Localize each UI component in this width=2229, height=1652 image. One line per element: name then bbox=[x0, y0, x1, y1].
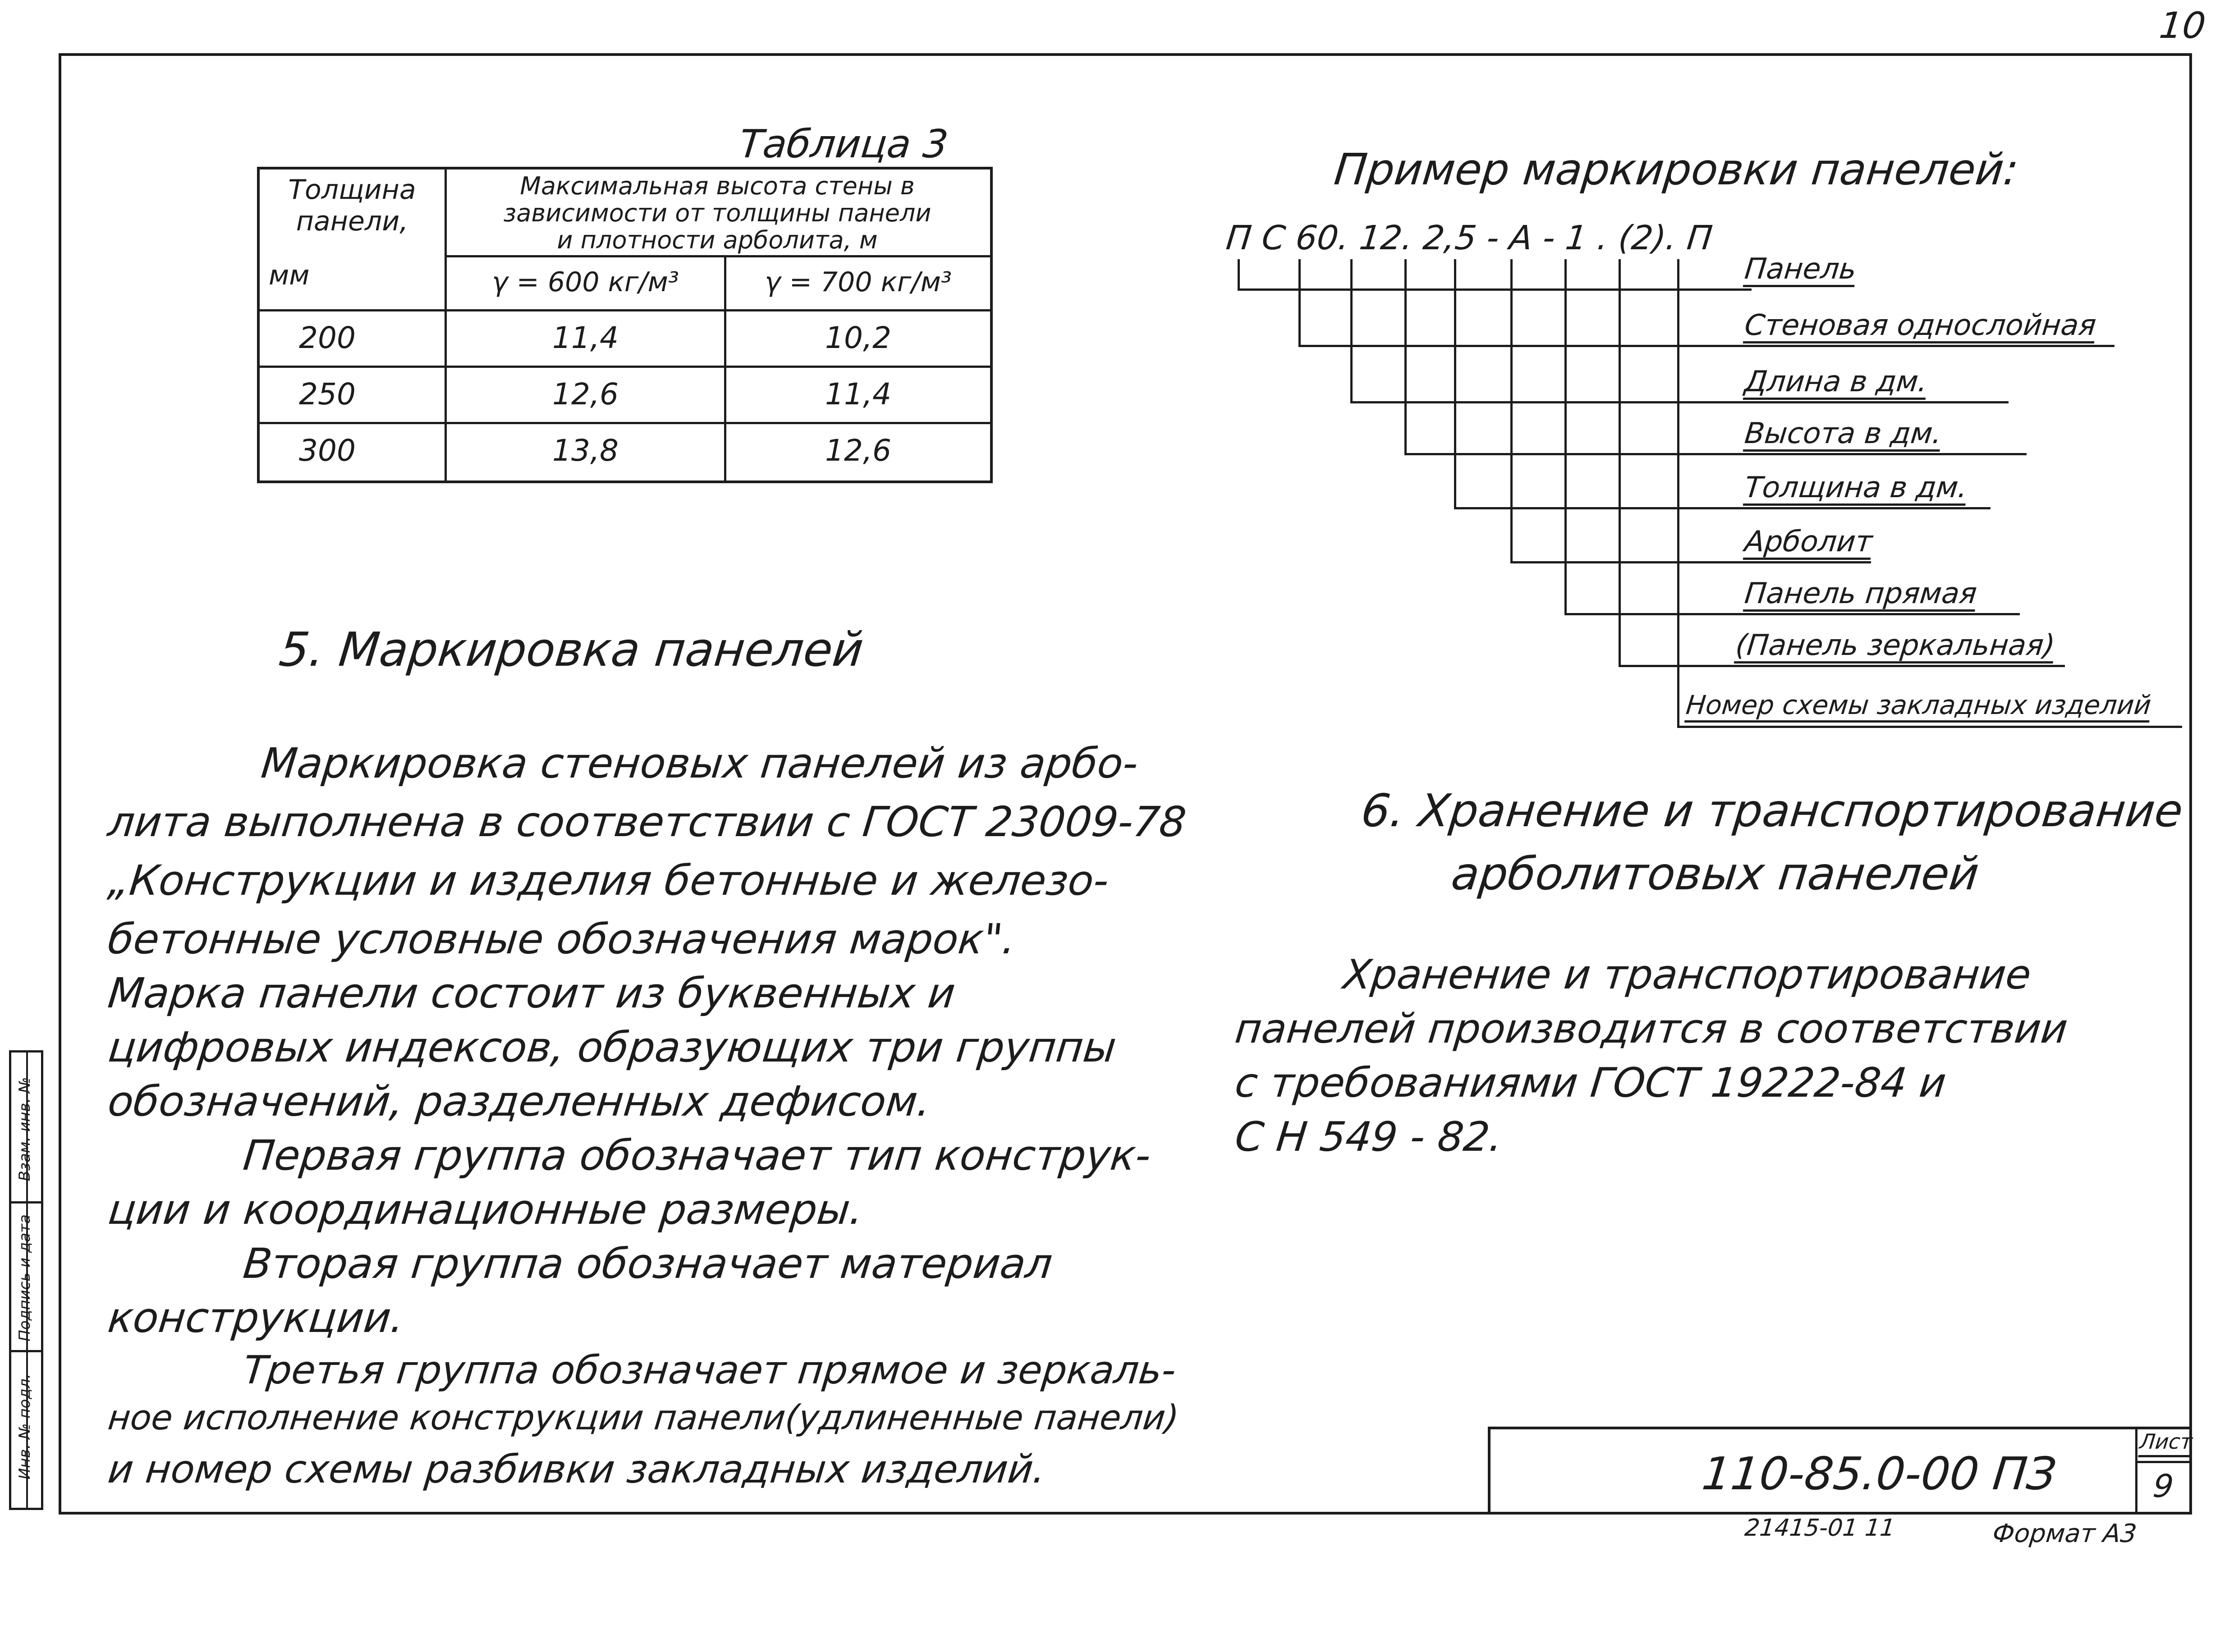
marking-label-arbolit: Арболит bbox=[1743, 525, 1874, 558]
marking-label-panel: Панель bbox=[1743, 252, 1858, 286]
section5-body bbox=[105, 739, 1199, 1496]
section6-heading-line1: 6. Хранение и транспортирование bbox=[1358, 784, 2186, 837]
col2-header-l2: зависимости от толщины панели bbox=[503, 199, 931, 227]
s5-line-5: Марка панели состоит из буквенных и bbox=[105, 969, 958, 1017]
side-label-signature: Подпись и дата bbox=[16, 1214, 34, 1341]
s5-line-2: лита выполнена в соответствии с ГОСТ 23009-78 bbox=[105, 798, 1189, 846]
marking-title: Пример маркировки панелей: bbox=[1332, 144, 2021, 195]
marking-label-wall: Стеновая однослойная bbox=[1743, 309, 2098, 342]
col2-header-l3: и плотности арболита, м bbox=[557, 226, 878, 254]
col1-header-l3: мм bbox=[269, 260, 310, 291]
doc-code: 110-85.0-00 ПЗ bbox=[1699, 1447, 2059, 1500]
table-caption: Таблица 3 bbox=[737, 122, 950, 167]
page-corner-number: 10 bbox=[2157, 5, 2208, 46]
col1-header-l1: Толщина bbox=[288, 174, 416, 206]
title-stamp bbox=[1488, 1427, 2192, 1513]
s5-line-3: „Конструкции и изделия бетонные и железо- bbox=[105, 856, 1111, 905]
row-250-v600: 12,6 bbox=[552, 377, 619, 412]
s5-line-6: цифровых индексов, образующих три группы bbox=[105, 1023, 1119, 1071]
density-700-header: γ = 700 кг/м³ bbox=[765, 266, 952, 298]
row-250-thickness: 250 bbox=[299, 377, 356, 412]
footer-format: Формат А3 bbox=[1991, 1519, 2138, 1548]
table-3 bbox=[257, 167, 993, 483]
s6-line-4: С Н 549 - 82. bbox=[1233, 1113, 1505, 1161]
s6-line-3: с требованиями ГОСТ 19222-84 и bbox=[1233, 1059, 1949, 1107]
s5-line-9: ции и координационные размеры. bbox=[105, 1185, 866, 1234]
section5-heading: 5. Маркировка панелей bbox=[276, 622, 866, 677]
s5-line-8: Первая группа обозначает тип конструк- bbox=[241, 1131, 1153, 1180]
s5-line-1: Маркировка стеновых панелей из арбо- bbox=[259, 739, 1141, 787]
marking-label-height: Высота в дм. bbox=[1743, 417, 1944, 450]
marking-label-thickness: Толщина в дм. bbox=[1743, 471, 1969, 504]
s6-line-2: панелей производится в соответствии bbox=[1233, 1005, 2070, 1053]
s5-line-11: конструкции. bbox=[105, 1294, 407, 1342]
section6-heading-line2: арболитовых панелей bbox=[1449, 847, 1981, 900]
side-label-replacement: Взам. инв. № bbox=[16, 1077, 34, 1181]
marking-label-embedded-scheme: Номер схемы закладных изделий bbox=[1684, 690, 2153, 720]
col2-header-l1: Максимальная высота стены в bbox=[520, 172, 915, 200]
s5-line-10: Вторая группа обозначает материал bbox=[241, 1240, 1055, 1288]
row-300-v600: 13,8 bbox=[552, 433, 619, 468]
s5-line-13: ное исполнение конструкции панели(удлиненные панели) bbox=[106, 1397, 1181, 1437]
s5-line-12: Третья группа обозначает прямое и зеркаль- bbox=[241, 1348, 1179, 1393]
row-200-thickness: 200 bbox=[299, 320, 356, 355]
marking-label-length: Длина в дм. bbox=[1743, 365, 1929, 398]
footer-inventory: 21415-01 11 bbox=[1743, 1515, 1897, 1542]
side-strip bbox=[9, 1050, 43, 1510]
row-200-v600: 11,4 bbox=[552, 320, 619, 355]
col1-header-l2: панели, bbox=[296, 206, 408, 237]
s5-line-14: и номер схемы разбивки закладных изделий. bbox=[105, 1447, 1048, 1492]
sheet-label: Лист bbox=[2138, 1429, 2194, 1454]
row-250-v700: 11,4 bbox=[825, 377, 891, 412]
marking-code: П С 60. 12. 2,5 - А - 1 . (2). П bbox=[1224, 219, 1715, 257]
density-600-header: γ = 600 кг/м³ bbox=[492, 266, 679, 298]
marking-label-straight: Панель прямая bbox=[1743, 577, 1979, 610]
row-300-v700: 12,6 bbox=[825, 433, 891, 468]
marking-label-mirror: (Панель зеркальная) bbox=[1734, 629, 2057, 662]
s6-line-1: Хранение и транспортирование bbox=[1341, 951, 2034, 998]
s5-line-7: обозначений, разделенных дефисом. bbox=[105, 1077, 933, 1126]
s5-line-4: бетонные условные обозначения марок". bbox=[105, 915, 1018, 963]
sheet-number: 9 bbox=[2151, 1468, 2175, 1505]
row-300-thickness: 300 bbox=[299, 433, 356, 468]
row-200-v700: 10,2 bbox=[825, 320, 891, 355]
side-label-inventory: Инв. № подл. bbox=[16, 1373, 34, 1480]
